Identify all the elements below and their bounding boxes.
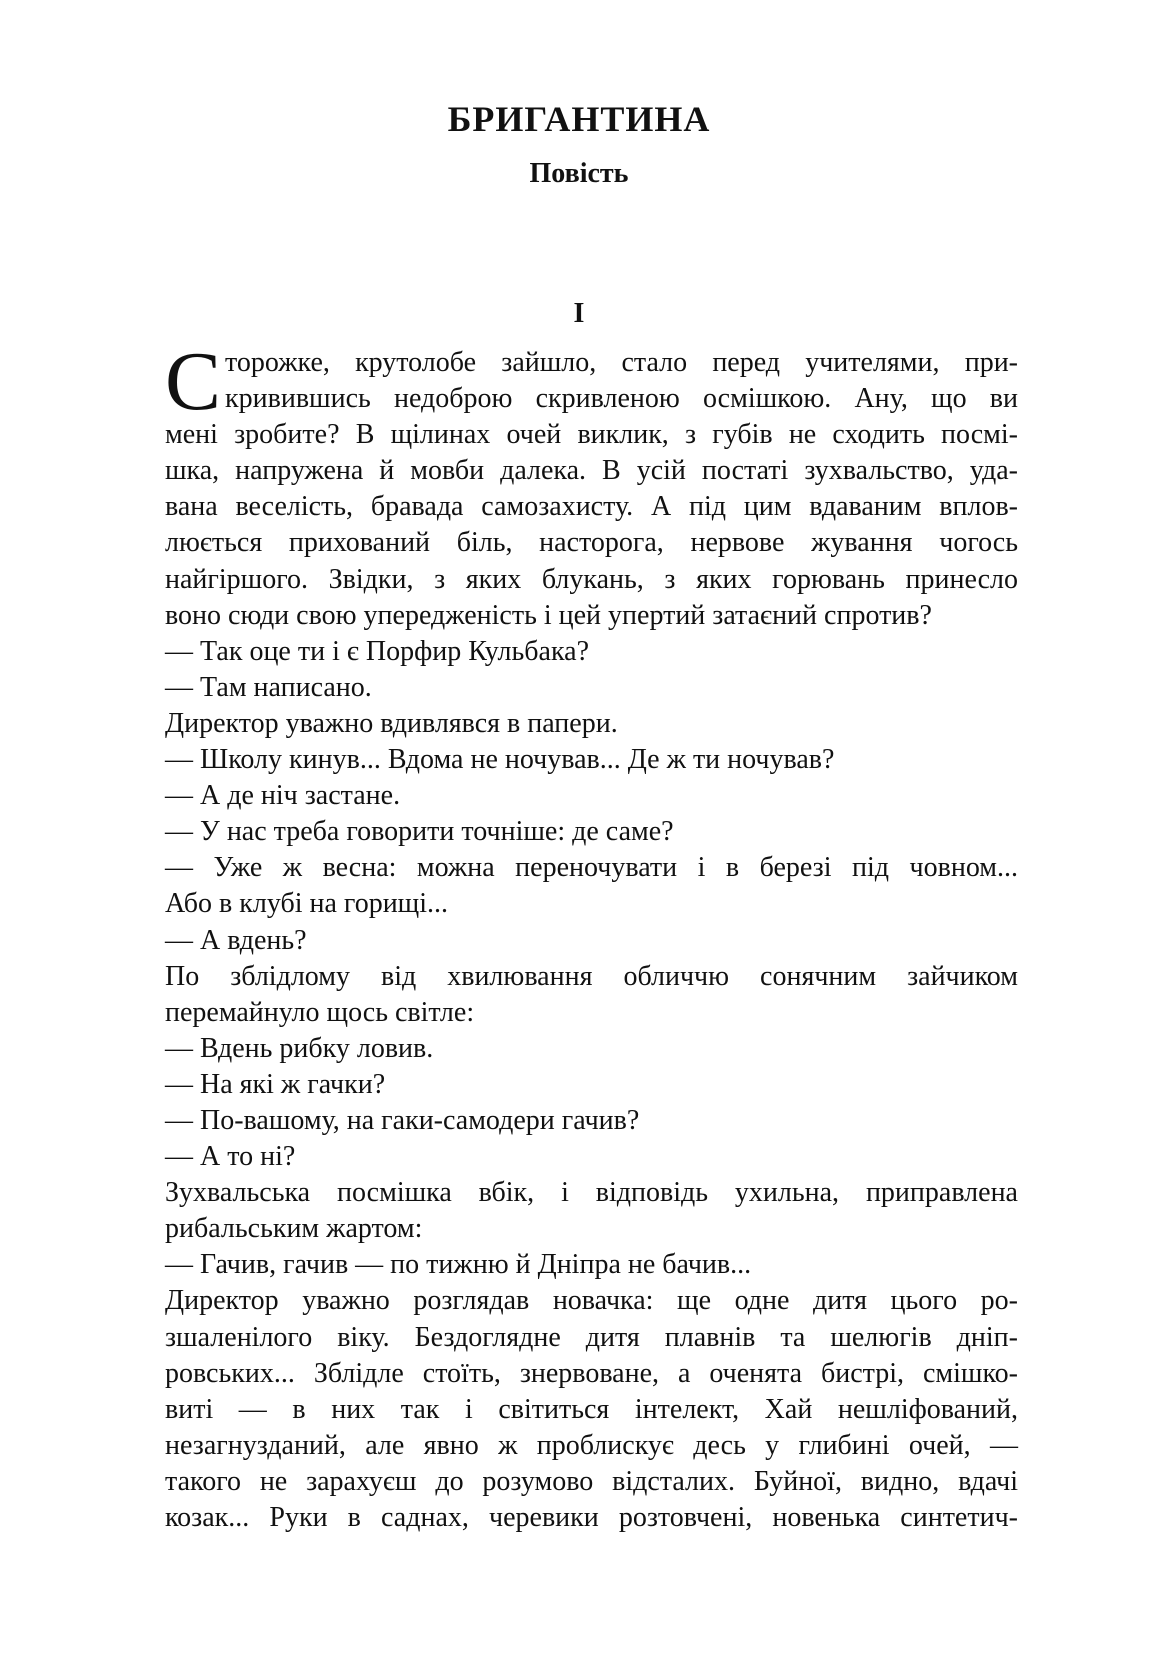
text-line: Або в клубі на горищі... bbox=[165, 888, 449, 920]
text-line: Зухвальська посмішка вбік, і відповідь ухильна, приправлена bbox=[165, 1177, 1018, 1209]
text-line: По зблідлому від хвилювання обличчю сонячним зайчиком bbox=[165, 960, 1018, 992]
text-line: козак... Руки в саднах, черевики розтовчені, новенька синтетич- bbox=[165, 1502, 1018, 1533]
text-line: — У нас треба говорити точніше: де саме? bbox=[165, 816, 674, 848]
text-line: — Школу кинув... Вдома не ночував... Де ж ти ночував? bbox=[165, 744, 835, 776]
text-line: — А де ніч застане. bbox=[165, 780, 401, 812]
text-line: вана веселість, бравада самозахисту. А під цим вдаваним вплов- bbox=[165, 491, 1018, 523]
book-title: БРИГАНТИНА bbox=[447, 99, 711, 139]
chapter-number: I bbox=[573, 298, 585, 329]
text-line: — А вдень? bbox=[165, 924, 307, 956]
drop-cap-letter: С bbox=[165, 335, 222, 428]
text-line: виті — в них так і світиться інтелект, Хай нешліфований, bbox=[165, 1393, 1018, 1425]
text-line: мені зробите? В щілинах очей виклик, з губів не сходить посмі- bbox=[165, 419, 1018, 451]
book-subtitle: Повість bbox=[529, 158, 629, 189]
chapter-body-text bbox=[165, 335, 1018, 1536]
text-line: — Гачив, гачив — по тижню й Дніпра не бачив... bbox=[165, 1249, 752, 1281]
text-line: такого не зарахуєш до розумово відсталих. Буйної, видно, вдачі bbox=[165, 1465, 1018, 1497]
text-line: ровських... Зблідле стоїть, знервоване, а оченята бистрі, смішко- bbox=[165, 1357, 1018, 1389]
text-line: зшаленілого віку. Бездоглядне дитя плавнів та шелюгів дніп- bbox=[165, 1321, 1018, 1353]
text-line: — А то ні? bbox=[165, 1141, 296, 1173]
text-line: — Там написано. bbox=[165, 671, 372, 703]
text-line: рибальським жартом: bbox=[165, 1213, 423, 1245]
text-line: перемайнуло щось світле: bbox=[165, 996, 475, 1028]
text-line: найгіршого. Звідки, з яких блукань, з яких горювань принесло bbox=[165, 563, 1018, 595]
text-line: — Уже ж весна: можна переночувати і в березі під човном... bbox=[165, 852, 1018, 884]
text-line: — По-вашому, на гаки-самодери гачив? bbox=[165, 1104, 640, 1136]
text-line: шка, напружена й мовби далека. В усій постаті зухвальство, уда- bbox=[165, 455, 1018, 487]
text-line: — Вдень рибку ловив. bbox=[165, 1032, 434, 1064]
text-line: — На які ж гачки? bbox=[165, 1068, 386, 1100]
text-line: Директор уважно вдивлявся в папери. bbox=[165, 707, 618, 739]
text-line: торожке, крутолобе зайшло, стало перед учителями, при- bbox=[225, 347, 1018, 378]
text-line: воно сюди свою упередженість і цей упертий затаєний спротив? bbox=[165, 599, 932, 631]
text-line: Директор уважно розглядав новачка: ще одне дитя цього ро- bbox=[165, 1285, 1018, 1317]
text-line: люється прихований біль, насторога, нервове жування чогось bbox=[165, 527, 1018, 559]
text-line: кривившись недоброю скривленою осмішкою. Ану, що ви bbox=[225, 383, 1018, 415]
text-line: — Так оце ти і є Порфир Кульбака? bbox=[165, 635, 590, 667]
text-line: незагнузданий, але явно ж проблискує десь у глибині очей, — bbox=[165, 1429, 1018, 1461]
